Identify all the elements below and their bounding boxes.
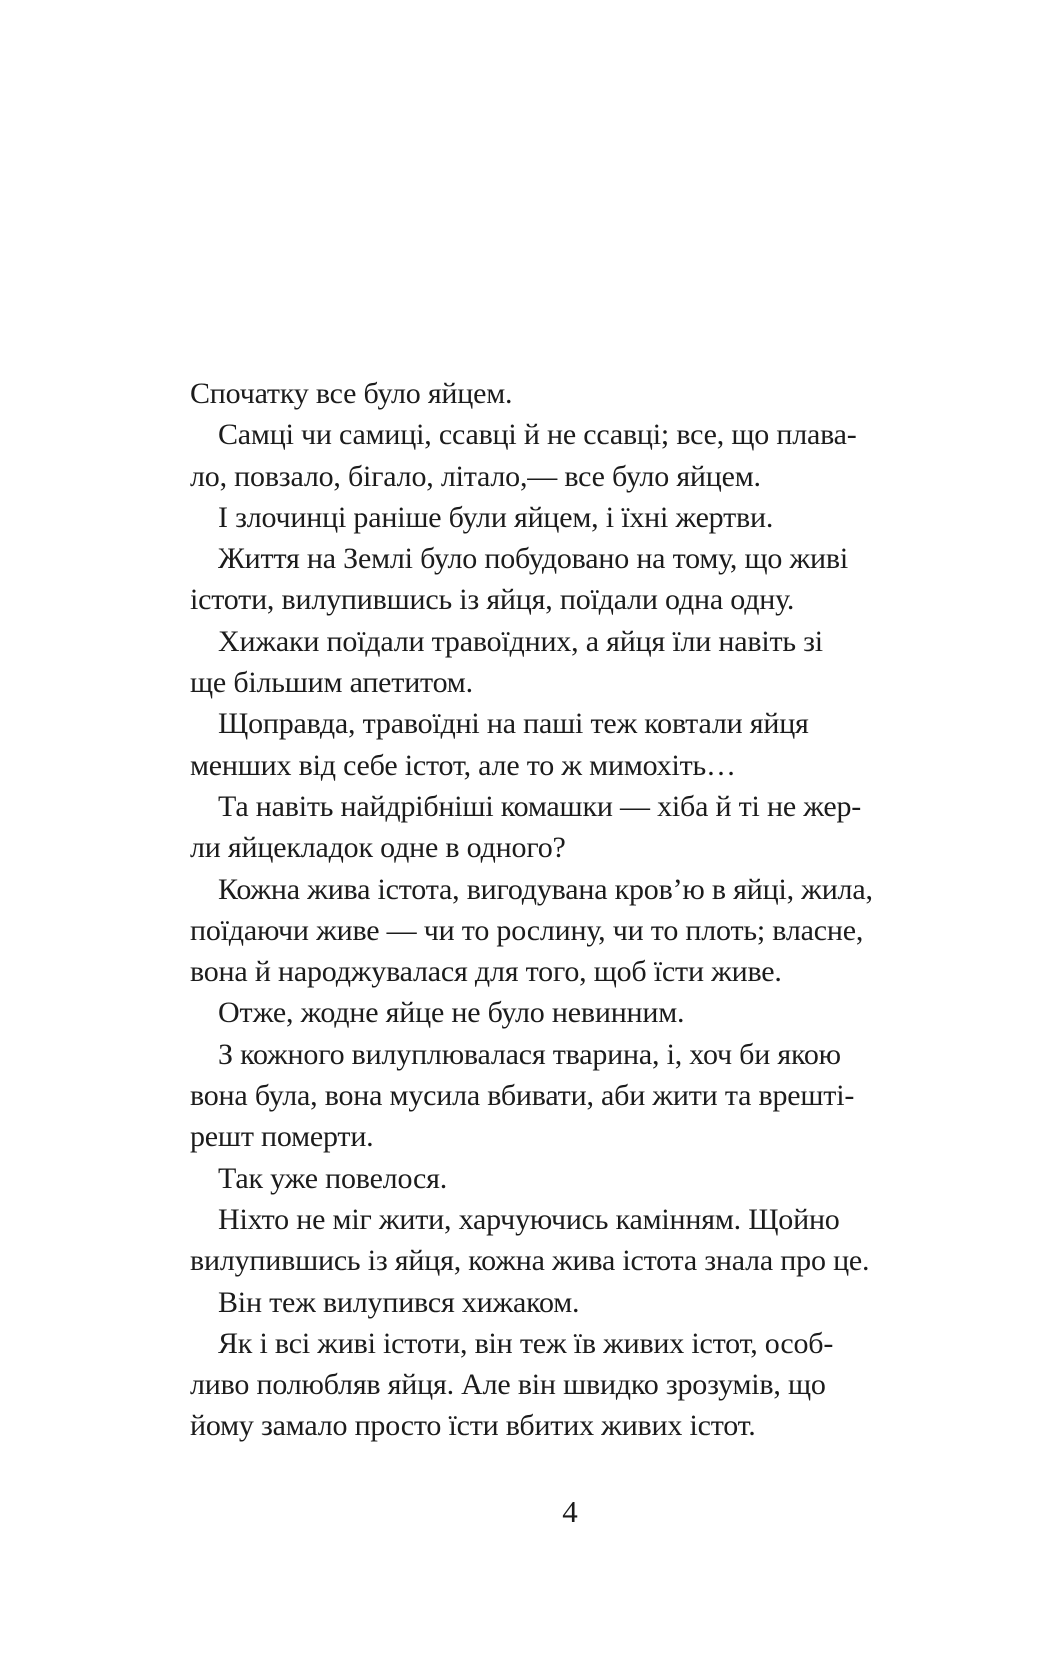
text-line: Спочатку все було яйцем. [190, 377, 513, 410]
text-line: З кожного вилуплювалася тварина, і, хоч би якою [218, 1037, 841, 1071]
text-block [190, 373, 900, 1447]
page-number: 4 [562, 1494, 578, 1529]
text-line: менших від себе істот, але то ж мимохіть… [190, 748, 736, 782]
paragraph [190, 786, 900, 869]
paragraph [190, 373, 900, 414]
text-line: Хижаки поїдали травоїдних, а яйця їли навіть зі [218, 624, 823, 658]
text-line: Та навіть найдрібніші комашки — хіба й ті не жер- [218, 789, 862, 823]
text-line: Отже, жодне яйце не було невинним. [218, 996, 685, 1030]
text-line: поїдаючи живе — чи то рослину, чи то плоть; власне, [190, 913, 864, 947]
text-line: І злочинці раніше були яйцем, і їхні жертви. [218, 500, 774, 534]
text-line: Ніхто не міг жити, харчуючись камінням. Щойно [218, 1202, 840, 1236]
text-line: Щоправда, травоїдні на паші теж ковтали яйця [218, 707, 809, 741]
text-line: ливо полюбляв яйця. Але він швидко зрозумів, що [190, 1368, 826, 1402]
text-line: вилупившись із яйця, кожна жива істота знала про це. [190, 1244, 870, 1278]
text-line: Кожна жива істота, вигодувана кров’ю в яйці, жила, [218, 872, 873, 906]
text-line: решт померти. [190, 1120, 374, 1154]
paragraph [190, 538, 900, 621]
paragraph [190, 869, 900, 993]
paragraph [190, 621, 900, 704]
text-line: Так уже повелося. [218, 1161, 448, 1195]
text-line: істоти, вилупившись із яйця, поїдали одна одну. [190, 583, 795, 617]
paragraph [190, 1199, 900, 1282]
text-line: ло, повзало, бігало, літало,— все було яйцем. [190, 459, 761, 493]
paragraph [190, 1323, 900, 1447]
text-line: Життя на Землі було побудовано на тому, що живі [218, 542, 849, 576]
paragraph [190, 1158, 900, 1199]
paragraph [190, 1282, 900, 1323]
text-line: ли яйцекладок одне в одного? [190, 831, 566, 865]
text-line: вона була, вона мусила вбивати, аби жити та врешті- [190, 1079, 855, 1113]
text-line: ще більшим апетитом. [190, 666, 473, 700]
text-line: Він теж вилупився хижаком. [218, 1285, 580, 1319]
paragraph [190, 1034, 900, 1158]
paragraph [190, 414, 900, 497]
paragraph [190, 703, 900, 786]
text-line: Самці чи самиці, ссавці й не ссавці; все, що плава- [218, 418, 857, 452]
paragraph [190, 497, 900, 538]
text-line: Як і всі живі істоти, він теж їв живих істот, особ- [218, 1326, 834, 1360]
text-line: йому замало просто їсти вбитих живих істот. [190, 1409, 756, 1443]
text-line: вона й народжувалася для того, щоб їсти живе. [190, 955, 782, 989]
paragraph [190, 992, 900, 1033]
